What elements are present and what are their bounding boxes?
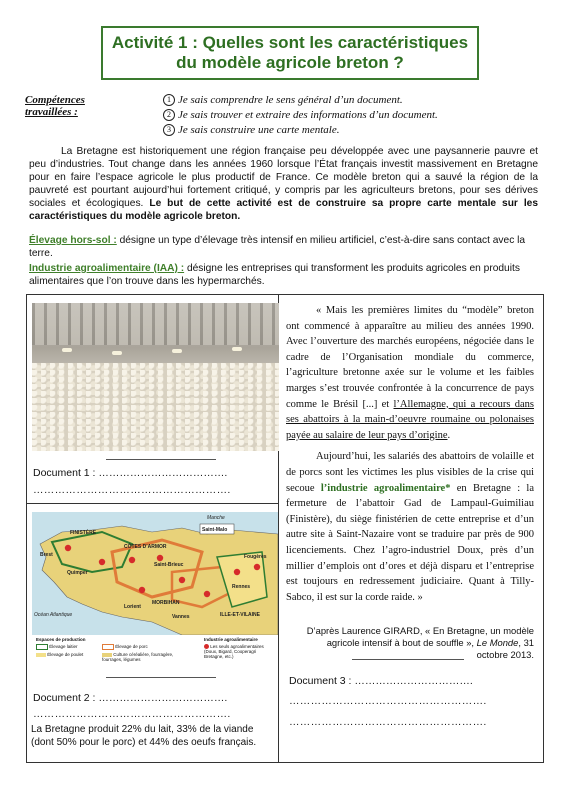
competence-text: Je sais comprendre le sens général d’un document. [178,94,403,106]
document-3-dots-2: ………………………………………………. [289,716,487,728]
legend-pork-label: Élevage de porc [115,644,148,650]
document-2-dots: ………………………………………………. [33,708,231,720]
title-box [101,26,479,80]
chicken-flock [32,363,279,451]
intro-paragraph [29,145,538,223]
quote-p1-underlined: l’Allemagne, qui a recours dans ses abattoirs à la main-d’oeuvre roumaine ou polonaises payée au salaire de leur pays d’origine [286,398,534,441]
circled-number: 3 [163,124,175,136]
intro-goal: Le but de cette activité est de construire sa propre carte mentale sur les caractéristiques du modèle agricole breton. [29,198,538,222]
document-2-label: Document 2 : ………………………………. [33,692,228,704]
definition-text: désigne un type d’élevage très intensif en milieu artificiel, c’est-à-dire sans contact avec la terre. [29,235,526,259]
source-text: D’après Laurence GIRARD, « En Bretagne, un modèle agricole intensif à bout de souffle », [306,625,534,648]
definition-term: Industrie agroalimentaire (IAA) : [29,263,185,274]
definition-term: Élevage hors-sol : [29,235,117,246]
legend-poultry-label: Élevage de poulet [47,652,84,657]
lamp [172,349,182,353]
page-title-line1: Activité 1 : Quelles sont les caractéristiques [111,33,469,52]
competence-item-3 [163,124,340,136]
legend-dairy [36,644,78,650]
map-label-morbihan: MORBIHAN [152,600,180,606]
legend-title-industrie: Industrie agroalimentaire [204,637,258,642]
document-2-caption: La Bretagne produit 22% du lait, 33% de la viande (dont 50% pour le porc) et 44% des oeufs français. [31,724,257,748]
map-label-lorient: Lorient [124,604,141,610]
document-1-dots: ………………………………………………. [33,484,231,496]
barn-roof [32,303,279,345]
map-label-vannes: Vannes [172,614,190,620]
legend-industry-label: Les seuls agroalimentaires (Doux, Bigard, Cooperagri Bretagne, etc.) [204,644,264,660]
quote-p1-start: « Mais les premières limites du “modèle” breton ont commencé à apparaître au milieu des années 1990. Avec l’ouverture des marchés européens, négociée dans le cadre de l’Organisation mondiale du commerce, l’agriculture bretonne axée sur le volume et les faibles marges s’est trouvée confrontée à la concurrence de pays comme le Brésil [...] et [286,305,534,410]
document-1-label: Document 1 : ………………………………. [33,467,228,479]
source-journal: Le Monde [476,637,519,648]
source-date: , 31 octobre 2013. [476,637,534,660]
circled-number: 1 [163,94,175,106]
quote-p2-rest: en Bretagne : la fermeture de l’abattoir Gad de Lampaul-Guimiliau (Finistère), du siège finistérien de cette entreprise et d’un autre site à Saint-Nazaire vont se traduire par près de 900 licenciements. Chez l’agro-industriel Doux, près d’un millier d’emplois ont d’ores et déjà disparu et l’entreprise est toujours en redressement judiciaire. Quant à Tilly-Sabco, il est sur la corde raide. » [286,482,534,603]
quote-p2-highlight: l’industrie agroalimentaire* [320,482,451,494]
competence-text: Je sais trouver et extraire des informations d’un document. [178,109,438,121]
legend-culture-label: Culture céréalière, fourragère, fourrages, légumes [102,652,174,662]
competence-text: Je sais construire une carte mentale. [178,124,340,136]
legend-culture [102,652,192,662]
circled-number: 2 [163,109,175,121]
legend-title-espaces: Espaces de production [36,637,86,642]
quote-p1-end: . [447,429,451,441]
map-label-saint-brieuc: Saint-Brieuc [154,562,184,568]
legend-dairy-label: Élevage laitier [49,644,78,650]
map-label-ille: ILLE-ET-VILAINE [220,612,260,618]
competences-heading: Compétences travaillées : [25,94,85,118]
separator [106,459,216,460]
definition-iaa [29,262,541,288]
separator [352,659,464,660]
lamp [232,347,242,351]
legend-poultry [36,652,83,657]
legend-industry [204,644,276,659]
map-label-manche: Manche [207,515,225,521]
document-3-label: Document 3 : ……………………………. [289,675,473,687]
quote-p2-start: Aujourd’hui, les salariés des abattoirs de volaille et de porcs sont les victimes les plus visibles de la crise qui secoue [286,451,534,494]
frame-divider-horizontal [26,503,279,504]
brittany-agriculture-map [32,512,278,669]
lamp [112,351,122,355]
definition-text: désigne les entreprises qui transforment les produits agricoles en produits alimentaires que l’on trouve dans les hypermarchés. [29,263,520,287]
quote-source [296,625,534,661]
definition-elevage [29,234,541,260]
competence-item-2 [163,109,438,121]
competence-item-1 [163,94,403,106]
map-label-rennes: Rennes [232,584,251,590]
map-label-ocean: Océan Atlantique [34,612,73,618]
map-label-saint-malo: Saint-Malo [202,527,228,533]
map-label-brest: Brest [40,552,53,558]
map-label-fougeres: Fougères [244,554,267,560]
map-legend [32,635,278,669]
map-label-finistere: FINISTÈRE [70,530,97,536]
page-title-line2: du modèle agricole breton ? [176,53,404,72]
legend-pork [102,644,148,650]
map-label-cotes: CÔTES D’ARMOR [124,544,167,550]
map-label-quimper: Quimper [67,570,88,576]
separator [106,677,216,678]
document-3-dots-1: ………………………………………………. [289,695,487,707]
poultry-farm-photo [32,303,279,451]
lamp [62,348,72,352]
intro-text: La Bretagne est historiquement une région française peu développée avec une paysannerie pauvre et peu d’industries. Tout change dans les années 1960 lorsque l’État français investit massivement en Bretagne pour en faire l’espace agricole le plus productif de France. Ce modèle breton qui a sauvé la région de la pauvreté est pourtant aujourd’hui fortement critiqué, y compris par les agriculteurs bretons, pour ses dérives sociales et écologiques. [29,146,538,209]
newspaper-quote [286,303,534,605]
